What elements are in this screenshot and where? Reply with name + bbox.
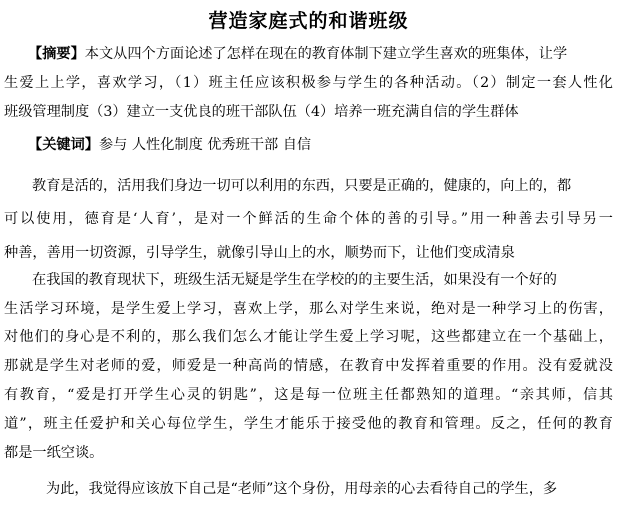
paragraph-1-text-1: 教育是活的，活用我们身边一切可以利用的东西，只要是正确的，健康的，向上的，都: [32, 178, 572, 194]
keywords-label: 【关键词】: [28, 137, 99, 153]
paragraph-2-line-6: 道”，班主任爱护和关心每位学生，学生才能乐于接受他的教育和管理。反之，任何的教育: [4, 416, 613, 432]
paragraph-2-text-1: 在我国的教育现状下，班级生活无疑是学生在学校的的主要生活，如果没有一个好的: [32, 272, 557, 288]
paragraph-2-line-7: 都是一纸空谈。: [4, 445, 104, 461]
paragraph-3-text-1: 为此，我觉得应该放下自己是“老师”这个身份，用母亲的心去看待自己的学生，多: [46, 481, 558, 497]
paragraph-2-line-4: 那就是学生对老师的爱，师爱是一种高尚的情感，在教育中发挥着重要的作用。没有爱就没: [4, 358, 613, 374]
paragraph-1-line-2: 可以使用，德育是‘人育’，是对一个鲜活的生命个体的善的引导。”用一种善去引导另一: [4, 211, 613, 227]
paragraph-2-line-3: 对他们的身心是不利的，那么我们怎么才能让学生爱上学习呢，这些都建立在一个基础上，: [4, 329, 613, 345]
paragraph-1-line-1: [4, 177, 613, 195]
abstract-line-1: [4, 45, 613, 63]
abstract-line-3: 班级管理制度（3）建立一支优良的班干部队伍（4）培养一班充满自信的学生群体: [4, 104, 519, 120]
paragraph-2-line-2: 生活学习环境，是学生爱上学习，喜欢上学，那么对学生来说，绝对是一种学习上的伤害，: [4, 301, 613, 317]
keywords-text: 参与 人性化制度 优秀班干部 自信: [98, 137, 312, 153]
paragraph-3-line-1: [4, 480, 613, 498]
paragraph-2-line-1: [4, 271, 613, 289]
abstract-text-1: 本文从四个方面论述了怎样在现在的教育体制下建立学生喜欢的班集体，让学: [84, 46, 568, 62]
paragraph-2-line-5: 有教育，“爱是打开学生心灵的钥匙”，这是每一位班主任都熟知的道理。“亲其师，信其: [4, 387, 613, 403]
keywords-line: [4, 136, 613, 154]
abstract-line-2: 生爱上上学，喜欢学习，（1）班主任应该积极参与学生的各种活动。（2）制定一套人性化: [4, 75, 613, 91]
abstract-label: 【摘要】: [28, 46, 85, 62]
paragraph-1-line-3: 种善，善用一切资源，引导学生，就像引导山上的水，顺势而下，让他们变成清泉: [4, 245, 515, 261]
document-title: 营造家庭式的和谐班级: [208, 10, 409, 32]
